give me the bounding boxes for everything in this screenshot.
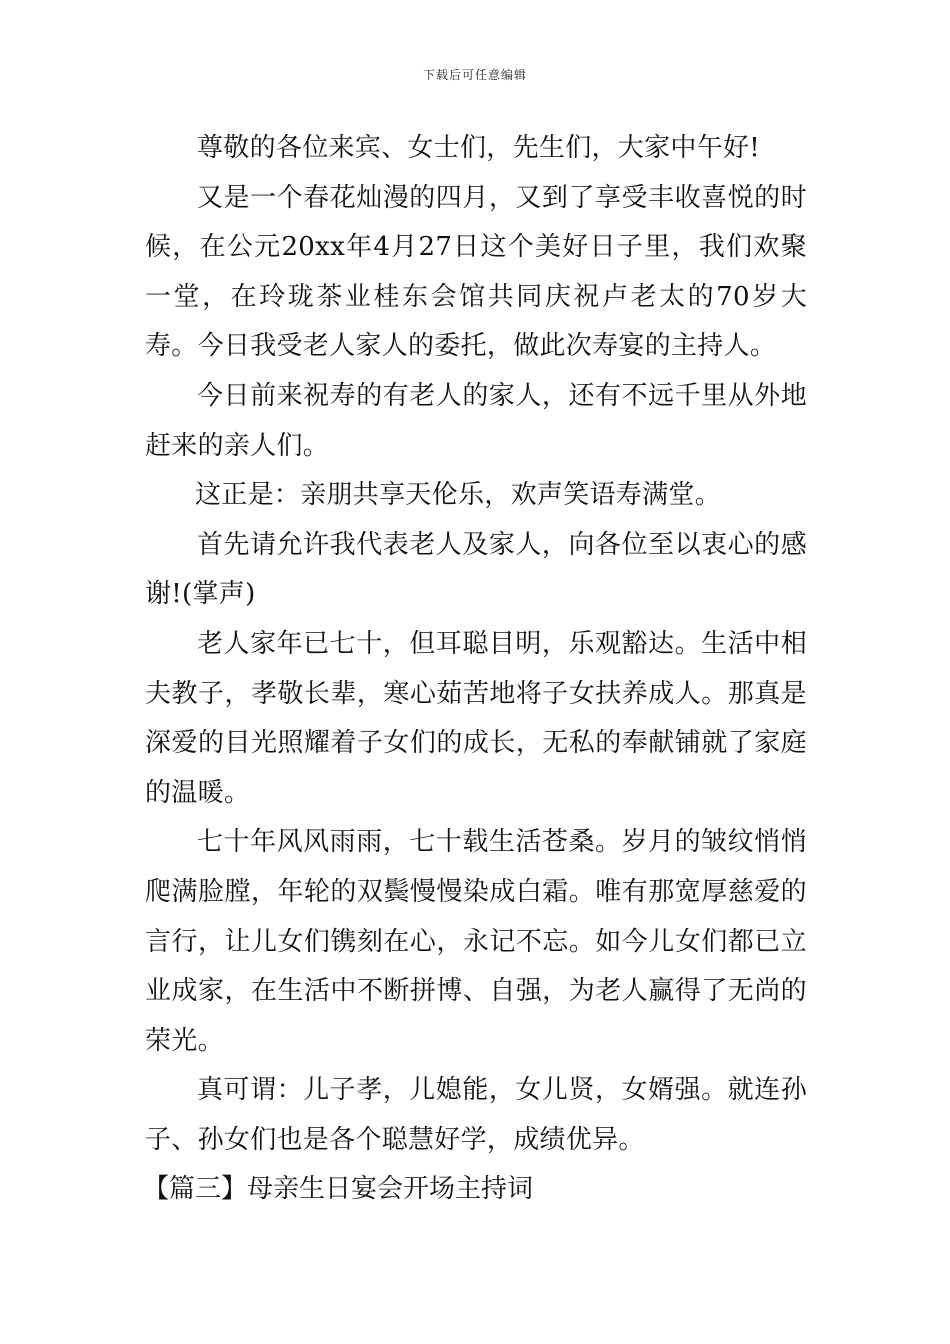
section-title: 【篇三】母亲生日宴会开场主持词 [143, 1174, 534, 1205]
paragraph-guests: 今日前来祝寿的有老人的家人，还有不远千里从外地赶来的亲人们。 [145, 380, 807, 461]
paragraph-family-virtues: 真可谓：儿子孝，儿媳能，女儿贤，女婿强。就连孙子、孙女们也是各个聪慧好学，成绩优异。 [145, 1075, 807, 1155]
document-body [145, 124, 807, 1215]
paragraph-couplet: 这正是：亲朋共享天伦乐，欢声笑语寿满堂。 [195, 480, 722, 511]
paragraph-opening: 又是一个春花灿漫的四月，又到了享受丰收喜悦的时候，在公元20xx年4月27日这个美好日子里，我们欢聚一堂，在玲珑茶业桂东会馆共同庆祝卢老太的70岁大寿。今日我受老人家人的委托，做此次寿宴的主持人。 [145, 182, 807, 362]
paragraph-thanks: 首先请允许我代表老人及家人，向各位至以衷心的感谢!(掌声) [145, 529, 807, 610]
page-header-note: 下载后可任意编辑 [422, 68, 527, 82]
paragraph-elder-praise: 老人家年已七十，但耳聪目明，乐观豁达。生活中相夫教子，孝敬长辈，寒心茹苦地将子女扶养成人。那真是深爱的目光照耀着子女们的成长，无私的奉献铺就了家庭的温暖。 [145, 628, 807, 808]
paragraph-greeting: 尊敬的各位来宾、女士们，先生们，大家中午好! [197, 133, 761, 163]
paragraph-seventy-years: 七十年风风雨雨，七十载生活苍桑。岁月的皱纹悄悄爬满脸膛，年轮的双鬓慢慢染成白霜。唯有那宽厚慈爱的言行，让儿女们镌刻在心，永记不忘。如今儿女们都已立业成家，在生活中不断拼博、自强，为老人赢得了无尚的荣光。 [145, 827, 807, 1056]
